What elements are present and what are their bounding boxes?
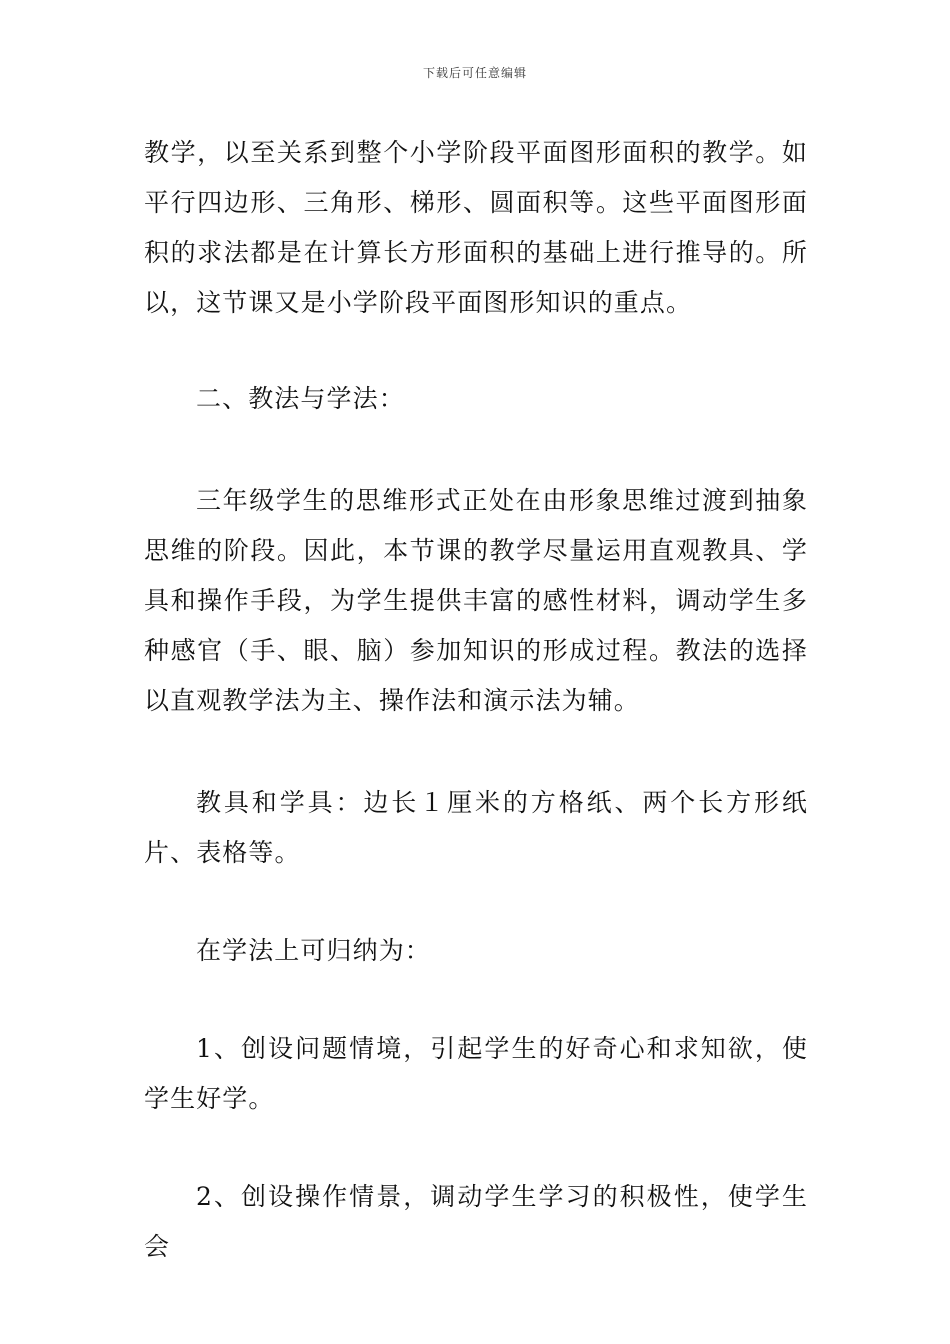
paragraph-learning-method-intro: 在学法上可归纳为： (196, 936, 431, 965)
list-item-1: 1、创设问题情境，引起学生的好奇心和求知欲，使学生好学。 (144, 1034, 808, 1113)
header-note: 下载后可任意编辑 (422, 66, 527, 80)
section-heading-methods: 二、教法与学法： (196, 384, 405, 413)
paragraph-teaching-method: 三年级学生的思维形式正处在由形象思维过渡到抽象思维的阶段。因此，本节课的教学尽量运用直观教具、学具和操作手段，为学生提供丰富的感性材料，调动学生多种感官（手、眼、脑）参加知识的形成过程。教法的选择以直观教学法为主、操作法和演示法为辅。 (144, 486, 808, 715)
list-item-2: 2、创设操作情景，调动学生学习的积极性，使学生会 (144, 1182, 808, 1261)
paragraph-teaching-aids: 教具和学具：边长１厘米的方格纸、两个长方形纸片、表格等。 (144, 788, 808, 867)
paragraph-continuation: 教学，以至关系到整个小学阶段平面图形面积的教学。如平行四边形、三角形、梯形、圆面积等。这些平面图形面积的求法都是在计算长方形面积的基础上进行推导的。所以，这节课又是小学阶段平面图形知识的重点。 (144, 138, 808, 317)
